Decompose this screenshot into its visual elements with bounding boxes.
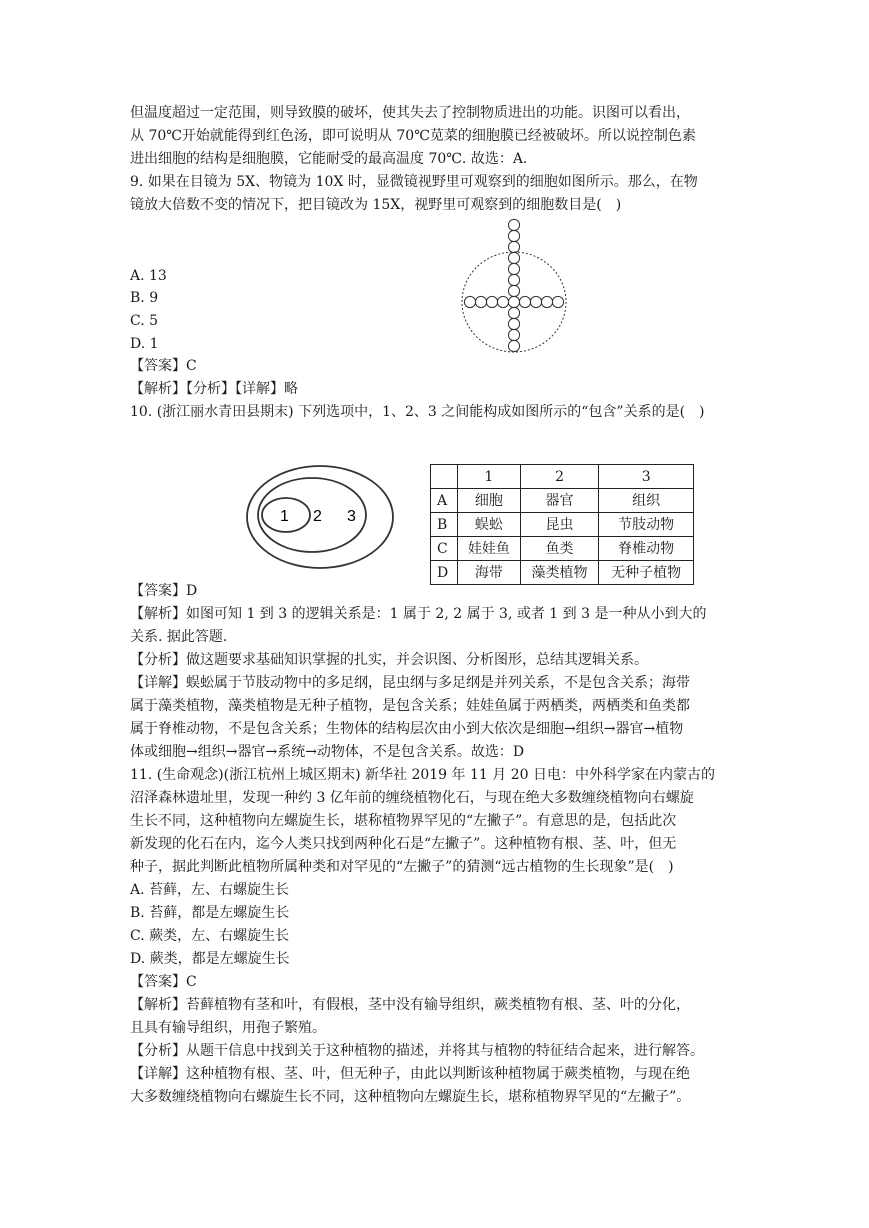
table-cell: 3 [599, 465, 694, 489]
cell-circle [519, 296, 530, 307]
label-3: 3 [347, 508, 356, 525]
option-b: B. 苔藓，都是左螺旋生长 [130, 905, 290, 921]
option-c: C. 5 [130, 313, 159, 329]
cell-circle [475, 296, 486, 307]
cell-circle [508, 329, 519, 340]
text-line: 但温度超过一定范围，则导致膜的破坏，使其失去了控制物质进出的功能。识图可以看出， [130, 105, 690, 121]
analysis: 【分析】做这题要求基础知识掌握的扎实，并会识图、分析图形，总结其逻辑关系。 [130, 652, 648, 668]
text-line: 从 70℃开始就能得到红色汤，即可说明从 70℃苋菜的细胞膜已经被破坏。所以说控制色素 [130, 128, 696, 144]
explanation: 【解析】苔藓植物有茎和叶，有假根，茎中没有输导组织，蕨类植物有根、茎、叶的分化， [130, 997, 690, 1013]
table-cell: 节肢动物 [599, 513, 694, 537]
detail: 体或细胞→组织→器官→系统→动物体，不是包含关系。故选：D [130, 744, 525, 760]
explanation: 关系. 据此答题. [130, 629, 228, 645]
table-cell: 鱼类 [520, 537, 599, 561]
question-10-stem: 10. (浙江丽水青田县期末) 下列选项中，1、2、3 之间能构成如图所示的“包含”关系的是( ) [130, 404, 705, 420]
analysis: 【分析】从题干信息中找到关于这种植物的描述，并将其与植物的特征结合起来，进行解答。 [130, 1043, 704, 1059]
text-line: 进出细胞的结构是细胞膜，它能耐受的最高温度 70℃. 故选：A. [130, 151, 528, 167]
option-b: B. 9 [130, 290, 159, 306]
table-header-row [431, 465, 694, 489]
explanation: 且具有输导组织，用孢子繁殖。 [130, 1020, 326, 1036]
cell-circle [508, 307, 519, 318]
cell-circle [508, 219, 519, 230]
cell-cross [464, 219, 563, 351]
question-11-stem: 生长不同，这种植物向左螺旋生长，堪称植物界罕见的“左撇子”。有意思的是，包括此次 [130, 813, 677, 829]
table-cell: 海带 [458, 561, 521, 585]
table-cell: 昆虫 [520, 513, 599, 537]
explanation: 【解析】如图可知 1 到 3 的逻辑关系是：1 属于 2, 2 属于 3, 或者 1 到 3 是一种从小到大的 [130, 606, 707, 622]
question-9-stem: 9. 如果在目镜为 5X、物镜为 10X 时，显微镜视野里可观察到的细胞如图所示。那么，在物 [130, 174, 698, 190]
answer: 【答案】C [130, 358, 197, 374]
cell-circle [508, 241, 519, 252]
option-a: A. 苔藓，左、右螺旋生长 [130, 882, 290, 898]
table-row [431, 561, 694, 585]
label-1: 1 [280, 508, 289, 525]
detail: 属于藻类植物，藻类植物是无种子植物，是包含关系；娃娃鱼属于两栖类，两栖类和鱼类都 [130, 698, 690, 714]
table-cell [431, 465, 458, 489]
cell-circle [508, 274, 519, 285]
table-cell: B [431, 513, 458, 537]
table-cell: 无种子植物 [599, 561, 694, 585]
cell-circle [508, 252, 519, 263]
detail: 属于脊椎动物，不是包含关系；生物体的结构层次由小到大依次是细胞→组织→器官→植物 [130, 721, 684, 737]
table-row [431, 513, 694, 537]
cell-circle [497, 296, 508, 307]
question-9-stem: 镜放大倍数不变的情况下，把目镜改为 15X，视野里可观察到的细胞数目是( ) [130, 197, 622, 213]
cell-circle [508, 230, 519, 241]
table-cell: 2 [520, 465, 599, 489]
microscope-field-figure [458, 218, 572, 354]
question-11-stem: 沼泽森林遗址里，发现一种约 3 亿年前的缠绕植物化石，与现在绝大多数缠绕植物向右螺旋 [130, 790, 694, 806]
question-11-stem: 种子，据此判断此植物所属种类和对罕见的“左撇子”的猜测“远古植物的生长现象”是( ) [130, 859, 674, 875]
cell-circle [541, 296, 552, 307]
table-cell: 脊椎动物 [599, 537, 694, 561]
table-cell: C [431, 537, 458, 561]
detail: 【详解】蜈蚣属于节肢动物中的多足纲，昆虫纲与多足纲是并列关系，不是包含关系；海带 [130, 675, 690, 691]
table-cell: D [431, 561, 458, 585]
table-cell: 蜈蚣 [458, 513, 521, 537]
cell-circle [530, 296, 541, 307]
cell-circle [552, 296, 563, 307]
answer: 【答案】C [130, 974, 197, 990]
option-d: D. 蕨类，都是左螺旋生长 [130, 951, 290, 967]
field-of-view-circle [462, 252, 566, 352]
cell-circle [508, 340, 519, 351]
detail: 【详解】这种植物有根、茎、叶，但无种子，由此以判断该种植物属于蕨类植物，与现在绝 [130, 1066, 690, 1082]
option-c: C. 蕨类，左、右螺旋生长 [130, 928, 290, 944]
option-d: D. 1 [130, 336, 159, 352]
table-cell: 器官 [520, 489, 599, 513]
table-cell: 细胞 [458, 489, 521, 513]
option-a: A. 13 [130, 268, 167, 284]
table-cell: A [431, 489, 458, 513]
table-row [431, 489, 694, 513]
cell-circle [508, 263, 519, 274]
explanation: 【解析】【分析】【详解】略 [130, 381, 298, 397]
inclusion-diagram [240, 458, 400, 576]
question-11-stem: 新发现的化石在内，迄今人类只找到两种化石是“左撇子”。这种植物有根、茎、叶，但无 [130, 836, 677, 852]
detail: 大多数缠绕植物向右螺旋生长不同，这种植物向左螺旋生长，堪称植物界罕见的“左撇子”。 [130, 1089, 691, 1105]
table-cell: 藻类植物 [520, 561, 599, 585]
question-11-stem: 11. (生命观念)(浙江杭州上城区期末) 新华社 2019 年 11 月 20 日电：中外科学家在内蒙古的 [130, 767, 715, 783]
label-2: 2 [313, 508, 322, 525]
options-table [430, 464, 694, 585]
answer: 【答案】D [130, 583, 198, 599]
table-row [431, 537, 694, 561]
cell-circle [464, 296, 475, 307]
cell-circle [508, 296, 519, 307]
table-cell: 娃娃鱼 [458, 537, 521, 561]
cell-circle [486, 296, 497, 307]
cell-circle [508, 285, 519, 296]
table-cell: 组织 [599, 489, 694, 513]
cell-circle [508, 318, 519, 329]
table-cell: 1 [458, 465, 521, 489]
